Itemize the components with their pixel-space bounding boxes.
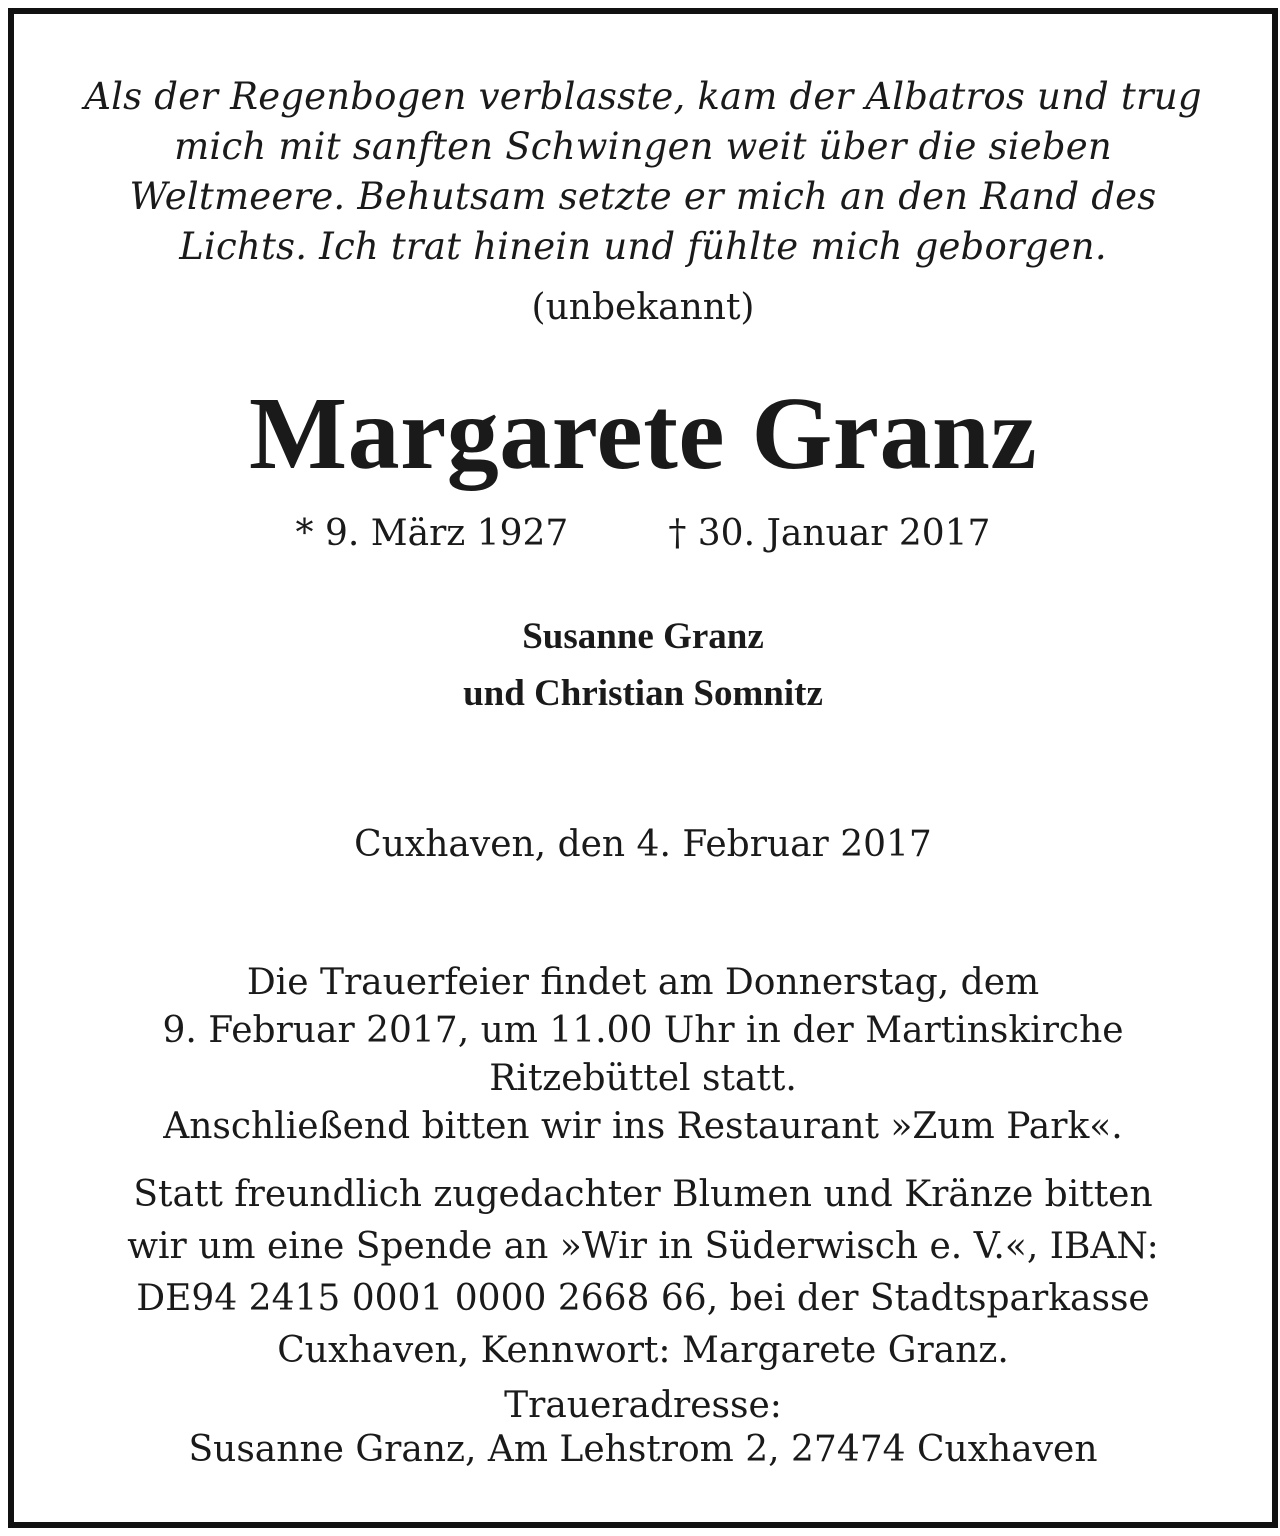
mourner-line: und Christian Somnitz <box>463 673 823 714</box>
ceremony-line: Anschließend bitten wir ins Restaurant »Zum Park«. <box>163 1106 1123 1147</box>
mourners <box>14 608 1272 722</box>
quote-line: Lichts. Ich trat hinein und fühlte mich geborgen. <box>179 225 1107 268</box>
quote-line: Als der Regenbogen verblasste, kam der Albatros und trug <box>84 75 1202 118</box>
ceremony-line: Die Trauerfeier findet am Donnerstag, dem <box>246 962 1040 1003</box>
ceremony-line: 9. Februar 2017, um 11.00 Uhr in der Martinskirche <box>162 1010 1124 1051</box>
memorial-quote <box>14 72 1272 272</box>
birth-date: * 9. März 1927 <box>295 513 569 554</box>
address-label: Traueradresse: <box>504 1385 782 1426</box>
address-value: Susanne Granz, Am Lehstrom 2, 27474 Cuxhaven <box>188 1429 1098 1470</box>
funeral-service-info <box>14 959 1272 1151</box>
quote-line: mich mit sanften Schwingen weit über die sieben <box>174 125 1112 168</box>
donation-line: Statt freundlich zugedachter Blumen und Kränze bitten <box>133 1174 1153 1215</box>
donation-line: DE94 2415 0001 0000 2668 66, bei der Stadtsparkasse <box>136 1278 1150 1319</box>
donation-line: Cuxhaven, Kennwort: Margarete Granz. <box>277 1330 1009 1371</box>
place-and-date: Cuxhaven, den 4. Februar 2017 <box>354 824 932 865</box>
quote-line: Weltmeere. Behutsam setzte er mich an den Rand des <box>129 175 1157 218</box>
ceremony-line: Ritzebüttel statt. <box>489 1058 797 1099</box>
life-dates <box>14 510 1272 558</box>
mourner-line: Susanne Granz <box>522 616 764 657</box>
deceased-name: Margarete Granz <box>248 376 1038 491</box>
donation-request <box>14 1169 1272 1377</box>
quote-author: (unbekannt) <box>531 287 755 328</box>
death-date: † 30. Januar 2017 <box>668 513 991 554</box>
donation-line: wir um eine Spende an »Wir in Süderwisch e. V.«, IBAN: <box>127 1226 1159 1267</box>
obituary-notice <box>8 8 1278 1528</box>
mourning-address <box>14 1384 1272 1472</box>
